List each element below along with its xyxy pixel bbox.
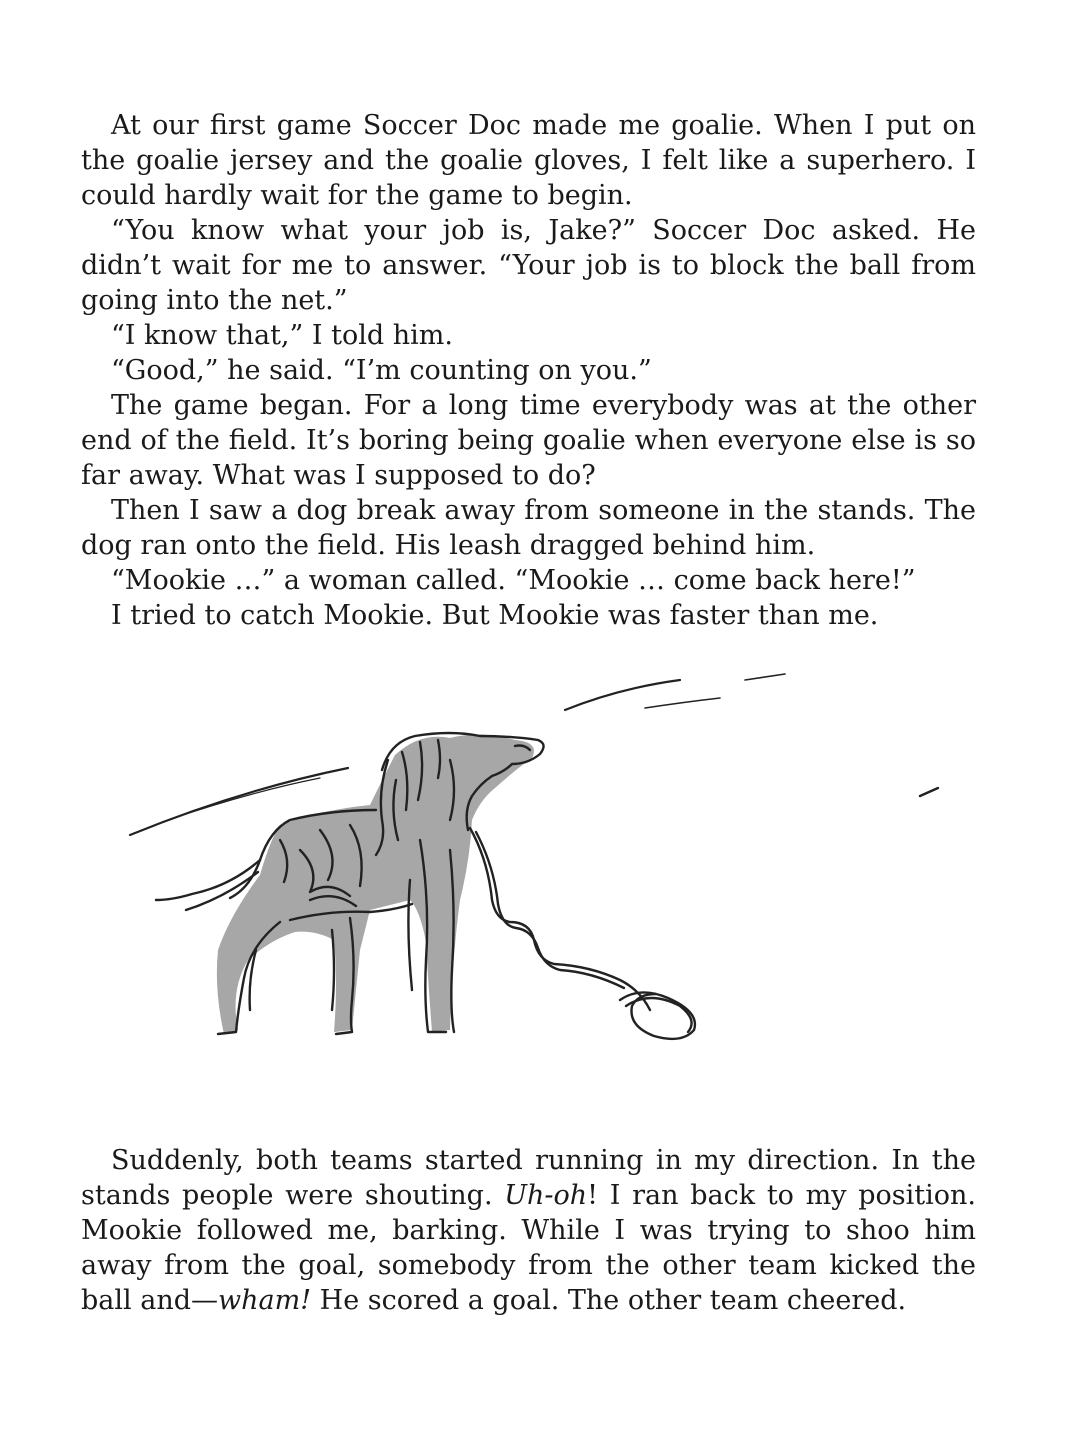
emphasis-text: Uh-oh [504, 1180, 588, 1211]
paragraph: “Mookie …” a woman called. “Mookie … come back here!” [111, 565, 916, 596]
dog-illustration [120, 660, 960, 1080]
paragraph: I tried to catch Mookie. But Mookie was faster than me. [111, 600, 879, 631]
paragraph-text: ! I ran back to my position. Mookie followed me, barking. While I was trying to shoo him away from the goal, somebody from the other team kicked the ball and— [81, 1180, 976, 1316]
paragraph: Then I saw a dog break away from someone in the stands. The dog ran onto the field. His leash dragged behind him. [81, 495, 976, 561]
paragraph: “Good,” he said. “I’m counting on you.” [111, 355, 652, 386]
paragraph: “You know what your job is, Jake?” Soccer Doc asked. He didn’t wait for me to answer. “Your job is to block the ball from going into the net.” [81, 215, 976, 316]
paragraph-text: He scored a goal. The other team cheered. [311, 1285, 907, 1316]
text-block-bottom [81, 1143, 976, 1318]
paragraph-text: Suddenly, both teams started running in my direction. In the stands people were shouting. [81, 1145, 976, 1211]
paragraph [81, 1143, 976, 1318]
text-block-top [81, 108, 976, 633]
paragraph: “I know that,” I told him. [111, 320, 453, 351]
running-dog-sketch-icon [120, 660, 960, 1080]
paragraph: The game began. For a long time everybody was at the other end of the field. It’s boring being goalie when everyone else is so far away. What was I supposed to do? [81, 390, 976, 491]
paragraph: At our first game Soccer Doc made me goalie. When I put on the goalie jersey and the goalie gloves, I felt like a superhero. I could hardly wait for the game to begin. [81, 110, 976, 211]
emphasis-text: wham! [218, 1285, 312, 1316]
